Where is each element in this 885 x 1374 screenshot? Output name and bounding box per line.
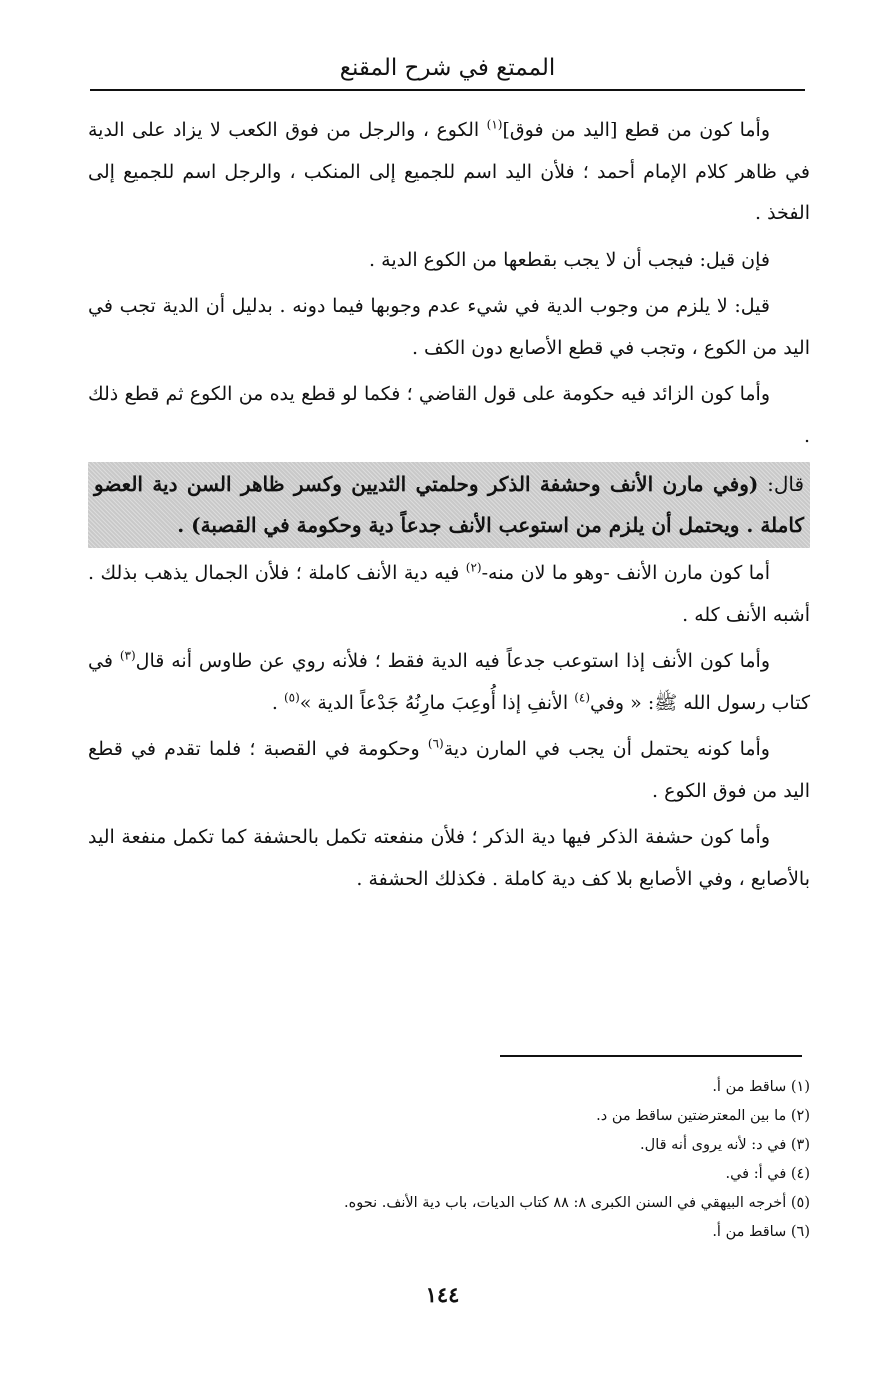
footnote-ref: (١) xyxy=(486,117,503,132)
paragraph: وأما كون الأنف إذا استوعب جدعاً فيه الدية فقط ؛ فلأنه روي عن طاوس أنه قال$^{(٣)}$ في كتاب رسول الله ﷺ: « وفي$^{(٤)}$ الأنفِ إذا أُوعِبَ مارِنُهُ جَدْعاً الدية »$^{(٥)}$ . xyxy=(88,648,810,714)
header-rule xyxy=(90,89,805,91)
matn-highlighted-quote: قال: (وفي مارن الأنف وحشفة الذكر وحلمتي الثديين وكسر ظاهر السن دية العضو كاملة . ويحتمل أن يلزم من استوعب الأنف جدعاً دية وحكومة في القصبة) . xyxy=(88,462,810,548)
footnote: (٤) في أ: في. xyxy=(725,1166,810,1182)
footnote-ref: (٦) xyxy=(427,736,444,751)
page-number: ١٤٤ xyxy=(425,1282,460,1307)
main-text xyxy=(88,110,810,905)
page-header-title: الممتع في شرح المقنع xyxy=(339,55,556,81)
footnote-ref: (٥) xyxy=(283,690,300,705)
footnote: (١) ساقط من أ. xyxy=(712,1079,810,1095)
paragraph: وأما كون من قطع [اليد من فوق]$^{(١)}$ الكوع ، والرجل من فوق الكعب لا يزاد على الدية في ظاهر كلام الإمام أحمد ؛ فلأن اليد اسم للجميع إلى المنكب ، والرجل اسم للجميع إلى الفخذ . xyxy=(88,117,810,224)
footnote: (٣) في د: لأنه يروى أنه قال. xyxy=(640,1137,810,1153)
paragraph: وأما كونه يحتمل أن يجب في المارن دية$^{(٦)}$ وحكومة في القصبة ؛ فلما تقدم في قطع اليد من فوق الكوع . xyxy=(88,736,810,802)
paragraph: وأما كون حشفة الذكر فيها دية الذكر ؛ فلأن منفعته تكمل بالحشفة كما تكمل منفعة اليد بالأصابع ، وفي الأصابع بلا كف دية كاملة . فكذلك الحشفة . xyxy=(88,826,810,890)
footnote-separator xyxy=(500,1055,802,1057)
footnote-ref: (٣) xyxy=(119,648,136,663)
paragraph: قيل: لا يلزم من وجوب الدية في شيء عدم وجوبها فيما دونه . بدليل أن الدية تجب في اليد من الكوع ، وتجب في قطع الأصابع دون الكف . xyxy=(88,295,810,359)
paragraph: فإن قيل: فيجب أن لا يجب بقطعها من الكوع الدية . xyxy=(369,248,770,271)
footnote: (٥) أخرجه البيهقي في السنن الكبرى ٨: ٨٨ كتاب الديات، باب دية الأنف. نحوه. xyxy=(344,1195,810,1211)
footnote-ref: (٤) xyxy=(574,690,591,705)
footnotes xyxy=(88,1073,810,1247)
footnote: (٢) ما بين المعترضتين ساقط من د. xyxy=(596,1108,810,1124)
footnote-ref: (٢) xyxy=(465,560,482,575)
paragraph: وأما كون الزائد فيه حكومة على قول القاضي ؛ فكما لو قطع يده من الكوع ثم قطع ذلك . xyxy=(88,383,810,447)
footnote: (٦) ساقط من أ. xyxy=(712,1224,810,1240)
paragraph: أما كون مارن الأنف -وهو ما لان منه-$^{(٢)}$ فيه دية الأنف كاملة ؛ فلأن الجمال يذهب بذلك . أشبه الأنف كله . xyxy=(88,560,810,626)
